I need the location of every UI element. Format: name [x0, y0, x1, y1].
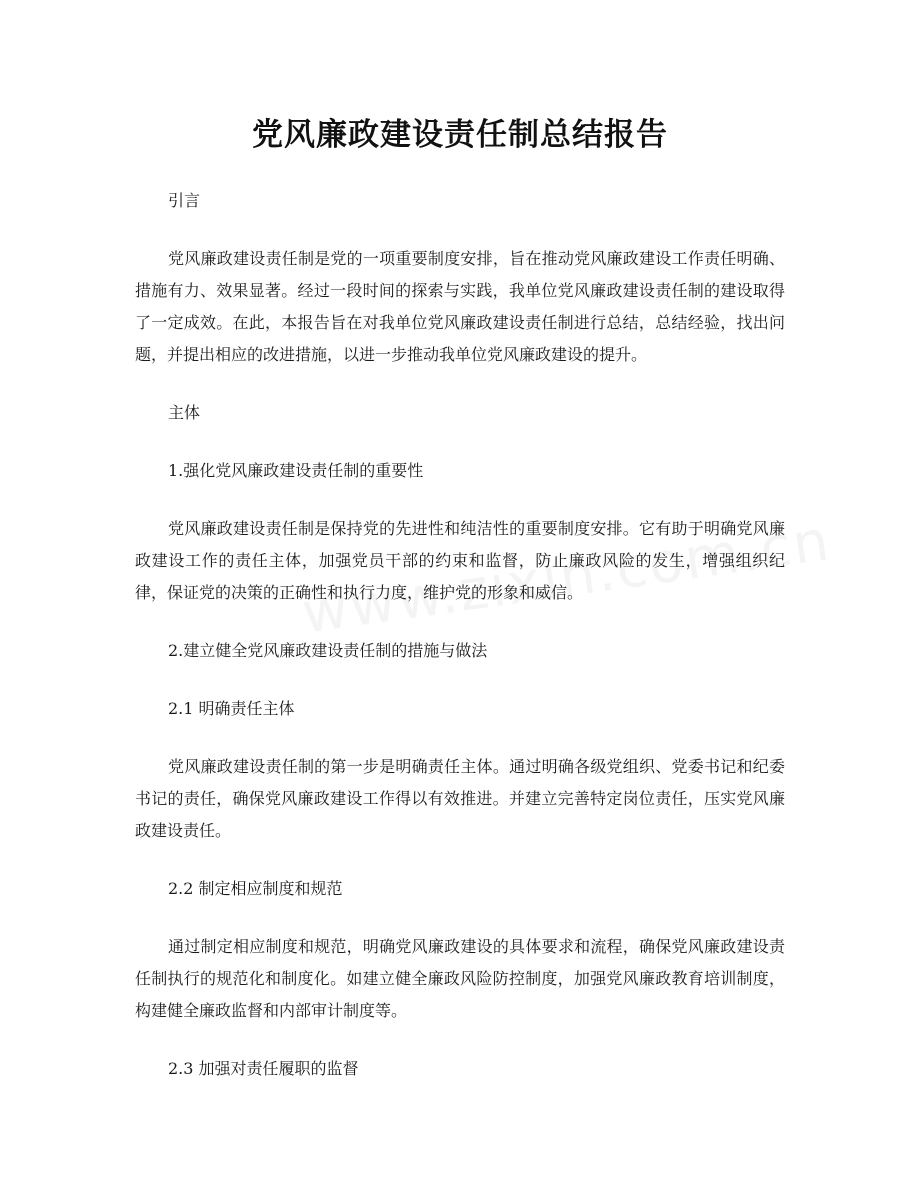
paragraph: 通过制定相应制度和规范，明确党风廉政建设的具体要求和流程，确保党风廉政建设责任制执行的规范化和制度化。如建立健全廉政风险防控制度，加强党风廉政教育培训制度，构建健全廉政监督和内部审计制度等。	[135, 937, 785, 1020]
paragraph: 1.强化党风廉政建设责任制的重要性	[168, 461, 424, 480]
paragraph: 2.1 明确责任主体	[168, 699, 295, 718]
paragraph: 党风廉政建设责任制的第一步是明确责任主体。通过明确各级党组织、党委书记和纪委书记的责任，确保党风廉政建设工作得以有效推进。并建立完善特定岗位责任，压实党风廉政建设责任。	[135, 757, 785, 840]
paragraph: 党风廉政建设责任制是保持党的先进性和纯洁性的重要制度安排。它有助于明确党风廉政建设工作的责任主体，加强党员干部的约束和监督，防止廉政风险的发生，增强组织纪律，保证党的决策的正确性和执行力度，维护党的形象和威信。	[135, 519, 785, 602]
paragraph: 2.2 制定相应制度和规范	[168, 879, 343, 898]
paragraph: 2.3 加强对责任履职的监督	[168, 1059, 359, 1078]
document-body	[135, 185, 785, 1085]
document-title: 党风廉政建设责任制总结报告	[252, 117, 668, 153]
paragraph: 党风廉政建设责任制是党的一项重要制度安排，旨在推动党风廉政建设工作责任明确、措施有力、效果显著。经过一段时间的探索与实践，我单位党风廉政建设责任制的建设取得了一定成效。在此，本报告旨在对我单位党风廉政建设责任制进行总结，总结经验，找出问题，并提出相应的改进措施，以进一步推动我单位党风廉政建设的提升。	[135, 249, 785, 364]
paragraph: 主体	[168, 403, 201, 422]
paragraph: 2.建立健全党风廉政建设责任制的措施与做法	[168, 641, 488, 660]
paragraph: 引言	[168, 191, 201, 210]
